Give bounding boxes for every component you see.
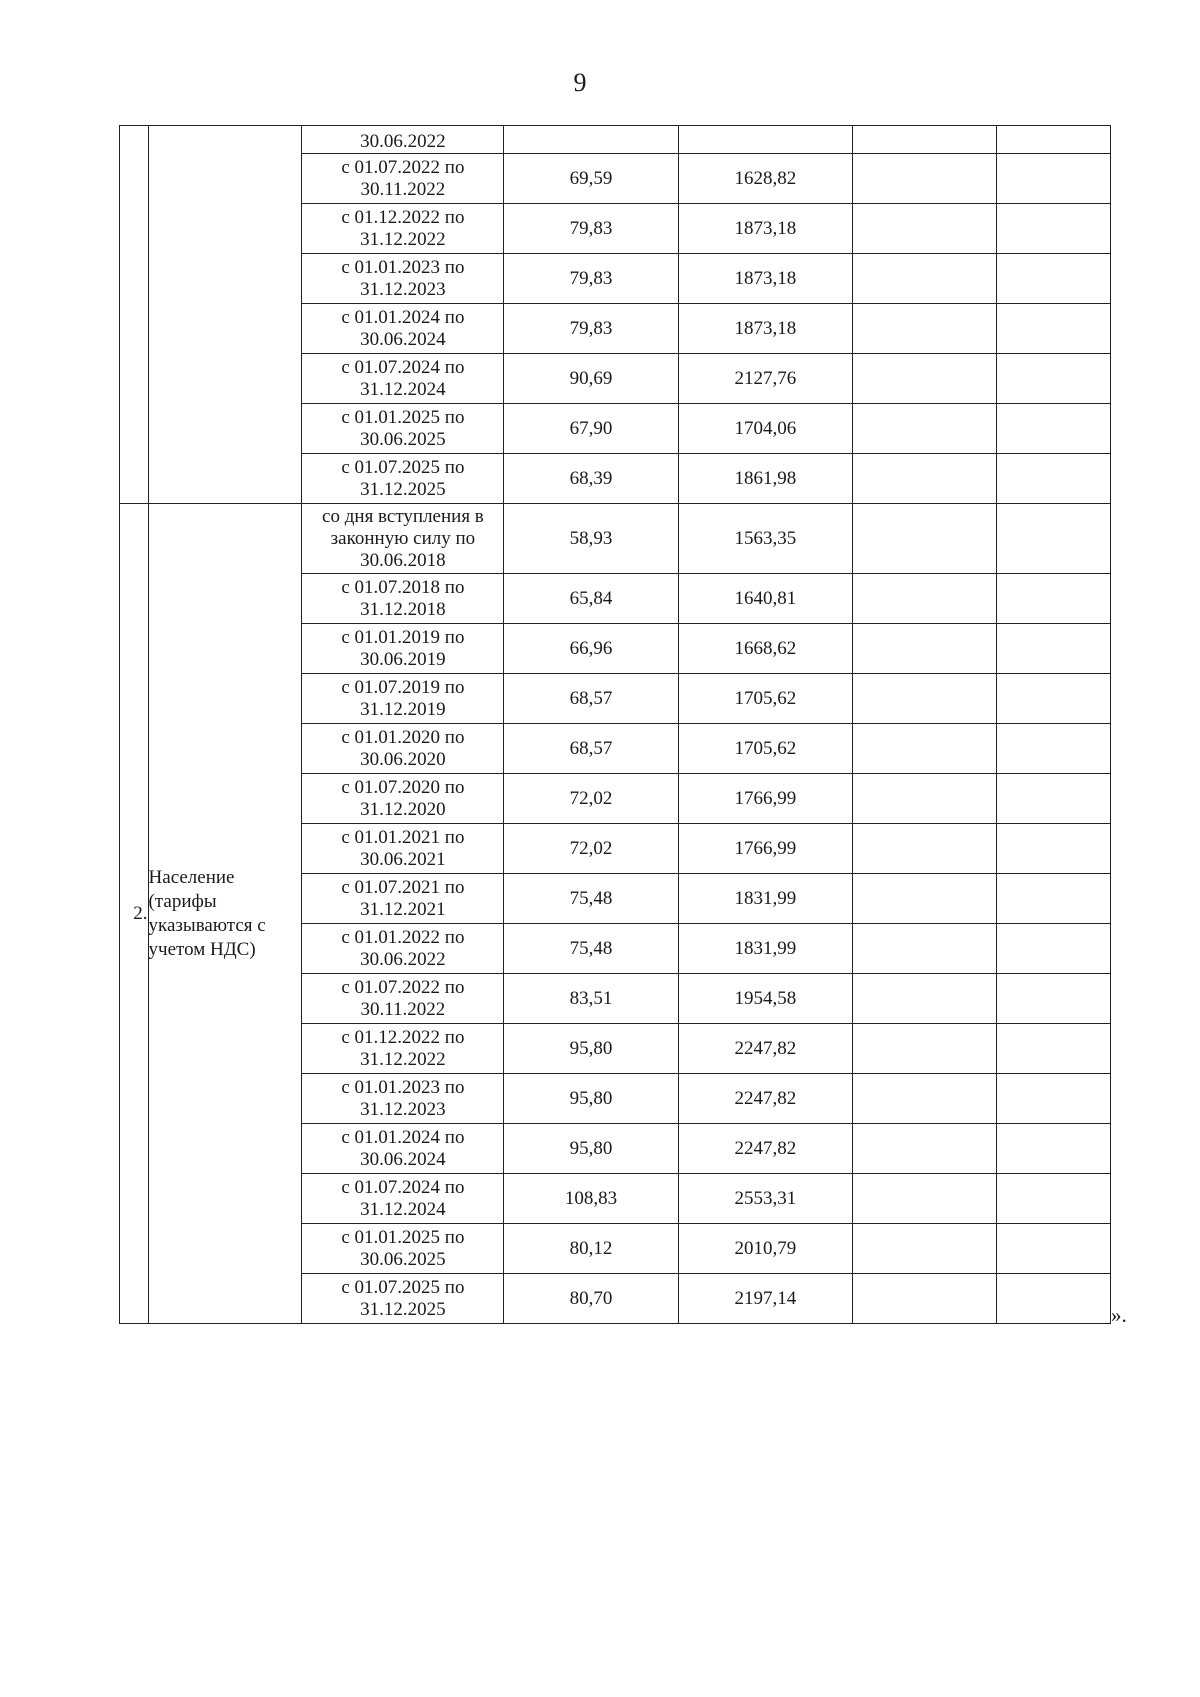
empty-cell <box>853 354 997 404</box>
value1-cell: 72,02 <box>504 774 678 824</box>
period-cell: с 01.07.2025 по 31.12.2025 <box>302 454 504 504</box>
empty-cell <box>996 1274 1110 1324</box>
empty-cell <box>853 874 997 924</box>
value1-cell: 95,80 <box>504 1074 678 1124</box>
value1-cell: 80,70 <box>504 1274 678 1324</box>
empty-cell <box>996 304 1110 354</box>
value2-cell: 1766,99 <box>678 774 852 824</box>
empty-cell <box>853 254 997 304</box>
empty-cell <box>996 1074 1110 1124</box>
empty-cell <box>996 1224 1110 1274</box>
period-cell: с 01.01.2021 по 30.06.2021 <box>302 824 504 874</box>
value1-cell <box>504 126 678 154</box>
page-number: 9 <box>573 68 587 97</box>
tariff-table-body <box>120 126 1111 1324</box>
period-cell: с 01.07.2022 по 30.11.2022 <box>302 974 504 1024</box>
value2-cell: 1873,18 <box>678 304 852 354</box>
value2-cell: 2247,82 <box>678 1124 852 1174</box>
empty-cell <box>853 1274 997 1324</box>
value2-cell: 1705,62 <box>678 674 852 724</box>
closing-quote-mark: ». <box>1111 1303 1127 1327</box>
empty-cell <box>996 126 1110 154</box>
period-cell: с 01.01.2024 по 30.06.2024 <box>302 304 504 354</box>
table-row <box>120 504 1111 574</box>
value1-cell: 65,84 <box>504 574 678 624</box>
period-cell: с 01.07.2020 по 31.12.2020 <box>302 774 504 824</box>
period-cell: с 01.07.2022 по 30.11.2022 <box>302 154 504 204</box>
value2-cell: 1873,18 <box>678 254 852 304</box>
empty-cell <box>853 1174 997 1224</box>
empty-cell <box>853 824 997 874</box>
empty-cell <box>996 1174 1110 1224</box>
empty-cell <box>996 874 1110 924</box>
period-cell: с 01.01.2023 по 31.12.2023 <box>302 254 504 304</box>
empty-cell <box>853 774 997 824</box>
value1-cell: 68,39 <box>504 454 678 504</box>
row-number-cell: 2. <box>120 504 149 1324</box>
empty-cell <box>996 154 1110 204</box>
value2-cell: 2247,82 <box>678 1074 852 1124</box>
value2-cell: 1766,99 <box>678 824 852 874</box>
tariff-table <box>119 125 1111 1324</box>
value1-cell: 95,80 <box>504 1124 678 1174</box>
value1-cell: 68,57 <box>504 724 678 774</box>
group-cell <box>148 126 302 504</box>
row-number-cell <box>120 126 149 504</box>
empty-cell <box>853 304 997 354</box>
value2-cell: 1954,58 <box>678 974 852 1024</box>
empty-cell <box>853 204 997 254</box>
value1-cell: 80,12 <box>504 1224 678 1274</box>
empty-cell <box>996 204 1110 254</box>
period-cell: с 01.01.2025 по 30.06.2025 <box>302 404 504 454</box>
empty-cell <box>853 724 997 774</box>
empty-cell <box>853 924 997 974</box>
value2-cell: 1668,62 <box>678 624 852 674</box>
empty-cell <box>996 504 1110 574</box>
value2-cell: 1861,98 <box>678 454 852 504</box>
value1-cell: 79,83 <box>504 304 678 354</box>
period-cell: с 01.07.2025 по 31.12.2025 <box>302 1274 504 1324</box>
empty-cell <box>853 1124 997 1174</box>
period-cell: 30.06.2022 <box>302 126 504 154</box>
period-cell: с 01.01.2020 по 30.06.2020 <box>302 724 504 774</box>
empty-cell <box>996 674 1110 724</box>
empty-cell <box>853 974 997 1024</box>
period-cell: с 01.12.2022 по 31.12.2022 <box>302 204 504 254</box>
empty-cell <box>853 454 997 504</box>
value1-cell: 75,48 <box>504 874 678 924</box>
value1-cell: 79,83 <box>504 204 678 254</box>
value2-cell: 2247,82 <box>678 1024 852 1074</box>
empty-cell <box>996 354 1110 404</box>
empty-cell <box>853 624 997 674</box>
empty-cell <box>996 404 1110 454</box>
table-row <box>120 126 1111 154</box>
value1-cell: 83,51 <box>504 974 678 1024</box>
empty-cell <box>853 1024 997 1074</box>
value1-cell: 75,48 <box>504 924 678 974</box>
value1-cell: 108,83 <box>504 1174 678 1224</box>
value1-cell: 72,02 <box>504 824 678 874</box>
empty-cell <box>853 126 997 154</box>
value2-cell: 1873,18 <box>678 204 852 254</box>
empty-cell <box>996 974 1110 1024</box>
empty-cell <box>996 824 1110 874</box>
empty-cell <box>996 1024 1110 1074</box>
period-cell: с 01.07.2019 по 31.12.2019 <box>302 674 504 724</box>
empty-cell <box>853 574 997 624</box>
value1-cell: 66,96 <box>504 624 678 674</box>
value1-cell: 90,69 <box>504 354 678 404</box>
value2-cell: 2197,14 <box>678 1274 852 1324</box>
value2-cell: 1831,99 <box>678 924 852 974</box>
value2-cell: 2127,76 <box>678 354 852 404</box>
empty-cell <box>996 574 1110 624</box>
empty-cell <box>853 1074 997 1124</box>
value1-cell: 58,93 <box>504 504 678 574</box>
period-cell: с 01.01.2024 по 30.06.2024 <box>302 1124 504 1174</box>
empty-cell <box>996 1124 1110 1174</box>
value2-cell: 2010,79 <box>678 1224 852 1274</box>
value2-cell: 2553,31 <box>678 1174 852 1224</box>
period-cell: с 01.01.2023 по 31.12.2023 <box>302 1074 504 1124</box>
period-cell: с 01.07.2024 по 31.12.2024 <box>302 354 504 404</box>
value1-cell: 67,90 <box>504 404 678 454</box>
value2-cell: 1831,99 <box>678 874 852 924</box>
value2-cell: 1705,62 <box>678 724 852 774</box>
empty-cell <box>996 254 1110 304</box>
value2-cell: 1628,82 <box>678 154 852 204</box>
empty-cell <box>996 624 1110 674</box>
period-cell: с 01.12.2022 по 31.12.2022 <box>302 1024 504 1074</box>
empty-cell <box>853 504 997 574</box>
empty-cell <box>853 404 997 454</box>
empty-cell <box>853 154 997 204</box>
value2-cell <box>678 126 852 154</box>
value2-cell: 1563,35 <box>678 504 852 574</box>
period-cell: с 01.01.2019 по 30.06.2019 <box>302 624 504 674</box>
period-cell: с 01.01.2022 по 30.06.2022 <box>302 924 504 974</box>
empty-cell <box>853 1224 997 1274</box>
value2-cell: 1704,06 <box>678 404 852 454</box>
empty-cell <box>996 774 1110 824</box>
period-cell: с 01.07.2021 по 31.12.2021 <box>302 874 504 924</box>
empty-cell <box>996 924 1110 974</box>
value1-cell: 69,59 <box>504 154 678 204</box>
period-cell: с 01.07.2024 по 31.12.2024 <box>302 1174 504 1224</box>
group-label-cell: Население (тарифы указываются с учетом НДС) <box>148 504 302 1324</box>
period-cell: со дня вступления в законную силу по 30.06.2018 <box>302 504 504 574</box>
value1-cell: 95,80 <box>504 1024 678 1074</box>
empty-cell <box>853 674 997 724</box>
period-cell: с 01.07.2018 по 31.12.2018 <box>302 574 504 624</box>
empty-cell <box>996 724 1110 774</box>
empty-cell <box>996 454 1110 504</box>
value2-cell: 1640,81 <box>678 574 852 624</box>
value1-cell: 68,57 <box>504 674 678 724</box>
value1-cell: 79,83 <box>504 254 678 304</box>
period-cell: с 01.01.2025 по 30.06.2025 <box>302 1224 504 1274</box>
